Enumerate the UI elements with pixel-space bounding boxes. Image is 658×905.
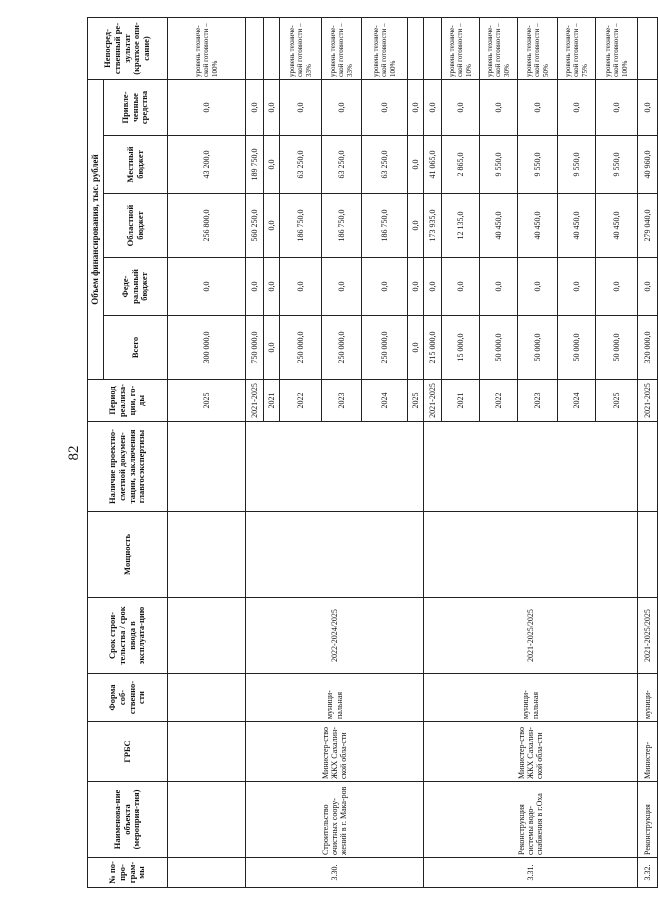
cell-result: уровень техниче-ской готовности – 100% [596, 18, 638, 80]
object-psd [424, 422, 638, 512]
cell-attracted: 0,0 [424, 80, 442, 136]
cell-num [168, 858, 246, 888]
cell-total: 215 000,0 [424, 316, 442, 380]
header-grbs: ГРБС [88, 722, 168, 782]
cell-total: 50 000,0 [480, 316, 518, 380]
header-total: Всего [104, 316, 168, 380]
cell-grbs [168, 722, 246, 782]
cell-result: уровень техниче-ской готовности – 33% [280, 18, 322, 80]
cell-attracted: 0,0 [558, 80, 596, 136]
cell-federal: 0,0 [280, 258, 322, 316]
cell-regional: 279 040,0 [638, 194, 658, 258]
header-psd: Наличие проектно-сметной докумен-тации, заключения главгосэкспертизы [88, 422, 168, 512]
cell-local: 41 065,0 [424, 136, 442, 194]
cell-period: 2024 [558, 380, 596, 422]
cell-result [638, 18, 658, 80]
object-term: 2021-2025/2025 [638, 598, 658, 674]
object-power [638, 512, 658, 598]
cell-name [168, 782, 246, 858]
cell-result [424, 18, 442, 80]
cell-regional: 40 450,0 [558, 194, 596, 258]
header-power: Мощность [88, 512, 168, 598]
cell-federal: 0,0 [518, 258, 558, 316]
cell-local: 2 865,0 [442, 136, 480, 194]
cell-federal: 0,0 [596, 258, 638, 316]
cell-period: 2021 [264, 380, 280, 422]
cell-attracted: 0,0 [362, 80, 408, 136]
cell-federal: 0,0 [264, 258, 280, 316]
cell-total: 0,0 [408, 316, 424, 380]
object-grbs: Министер-ство ЖКХ Сахалин-ской обла-сти [424, 722, 638, 782]
cell-regional: 186 750,0 [322, 194, 362, 258]
cell-federal: 0,0 [638, 258, 658, 316]
header-form: Форма соб-ственно-сти [88, 674, 168, 722]
object-num: 3.31. [424, 858, 638, 888]
object-grbs: Министер- [638, 722, 658, 782]
investment-table [87, 17, 658, 888]
cell-attracted: 0,0 [596, 80, 638, 136]
cell-total: 300 000,0 [168, 316, 246, 380]
cell-period: 2021-2025 [638, 380, 658, 422]
table-row [638, 18, 658, 888]
header-term: Срок строи-тельства / срок ввода в эксплуата-цию [88, 598, 168, 674]
object-power [424, 512, 638, 598]
cell-attracted: 0,0 [442, 80, 480, 136]
object-psd [638, 422, 658, 512]
object-form: муници-пальная [246, 674, 424, 722]
cell-regional: 40 450,0 [518, 194, 558, 258]
cell-federal: 0,0 [408, 258, 424, 316]
cell-total: 50 000,0 [518, 316, 558, 380]
cell-power [168, 512, 246, 598]
cell-total: 0,0 [264, 316, 280, 380]
cell-local: 9 550,0 [558, 136, 596, 194]
header-local: Местный бюджет [104, 136, 168, 194]
cell-regional: 173 935,0 [424, 194, 442, 258]
object-form: муници- [638, 674, 658, 722]
cell-period: 2021-2025 [246, 380, 264, 422]
cell-federal: 0,0 [558, 258, 596, 316]
cell-local: 63 250,0 [322, 136, 362, 194]
cell-local: 9 550,0 [518, 136, 558, 194]
cell-federal: 0,0 [362, 258, 408, 316]
cell-result: уровень техниче-ской готовности – 75% [558, 18, 596, 80]
cell-attracted: 0,0 [408, 80, 424, 136]
cell-period: 2022 [480, 380, 518, 422]
cell-result: уровень техниче-ской готовности – 100% [168, 18, 246, 80]
cell-local: 9 550,0 [480, 136, 518, 194]
cell-total: 250 000,0 [280, 316, 322, 380]
cell-federal: 0,0 [424, 258, 442, 316]
cell-regional: 0,0 [264, 194, 280, 258]
cell-local: 63 250,0 [362, 136, 408, 194]
cell-result [246, 18, 264, 80]
header-attracted: Привле-ченные средства [104, 80, 168, 136]
object-name: Реконструкция [638, 782, 658, 858]
cell-total: 320 000,0 [638, 316, 658, 380]
object-term: 2021-2025/2025 [424, 598, 638, 674]
cell-attracted: 0,0 [280, 80, 322, 136]
cell-local: 9 550,0 [596, 136, 638, 194]
cell-result [408, 18, 424, 80]
cell-federal: 0,0 [442, 258, 480, 316]
page-number: 82 [66, 445, 82, 461]
object-name: Строительство очистных соору-жений в г. Мака-ров [246, 782, 424, 858]
cell-local: 0,0 [408, 136, 424, 194]
cell-regional: 560 250,0 [246, 194, 264, 258]
cell-total: 50 000,0 [596, 316, 638, 380]
cell-regional: 0,0 [408, 194, 424, 258]
cell-psd [168, 422, 246, 512]
cell-result [264, 18, 280, 80]
cell-result: уровень техниче-ской готовности – 10% [442, 18, 480, 80]
cell-total: 50 000,0 [558, 316, 596, 380]
cell-attracted: 0,0 [480, 80, 518, 136]
cell-result: уровень техниче-ской готовности – 30% [480, 18, 518, 80]
cell-result: уровень техниче-ской готовности – 50% [518, 18, 558, 80]
cell-attracted: 0,0 [246, 80, 264, 136]
header-regional: Областной бюджет [104, 194, 168, 258]
cell-total: 15 000,0 [442, 316, 480, 380]
cell-regional: 40 450,0 [596, 194, 638, 258]
object-power [246, 512, 424, 598]
cell-period: 2021 [442, 380, 480, 422]
cell-result: уровень техниче-ской готовности – 33% [322, 18, 362, 80]
object-psd [246, 422, 424, 512]
table-row [168, 18, 246, 888]
cell-form [168, 674, 246, 722]
cell-total: 250 000,0 [362, 316, 408, 380]
cell-period: 2025 [408, 380, 424, 422]
cell-regional: 12 135,0 [442, 194, 480, 258]
cell-attracted: 0,0 [264, 80, 280, 136]
cell-local: 40 960,0 [638, 136, 658, 194]
cell-regional: 186 750,0 [362, 194, 408, 258]
header-federal: Феде-ральный бюджет [104, 258, 168, 316]
cell-result: уровень техниче-ской готовности – 100% [362, 18, 408, 80]
table-row [246, 18, 264, 888]
header-num: № по-про-грам-мы [88, 858, 168, 888]
header-funding-group: Объем финансирования, тыс. рублей [88, 80, 104, 380]
cell-term [168, 598, 246, 674]
cell-local: 63 250,0 [280, 136, 322, 194]
cell-federal: 0,0 [246, 258, 264, 316]
cell-local: 189 750,0 [246, 136, 264, 194]
cell-local: 43 200,0 [168, 136, 246, 194]
cell-federal: 0,0 [322, 258, 362, 316]
object-name: Реконструкция системы водо-снабжения в г.Оха [424, 782, 638, 858]
header-result: Непосред-ственный ре-зультат (краткое опи-сание) [88, 18, 168, 80]
cell-attracted: 0,0 [322, 80, 362, 136]
object-form: муници-пальная [424, 674, 638, 722]
rotated-document-page [60, 18, 652, 888]
cell-regional: 186 750,0 [280, 194, 322, 258]
cell-period: 2023 [518, 380, 558, 422]
header-period: Период реализа-ции, го-ды [88, 380, 168, 422]
header-name: Наименова-ние объекта (мероприя-тия) [88, 782, 168, 858]
cell-period: 2021-2025 [424, 380, 442, 422]
cell-local: 0,0 [264, 136, 280, 194]
cell-period: 2023 [322, 380, 362, 422]
cell-attracted: 0,0 [518, 80, 558, 136]
object-term: 2022-2024/2025 [246, 598, 424, 674]
object-grbs: Министер-ство ЖКХ Сахалин-ской обла-сти [246, 722, 424, 782]
object-num: 3.30. [246, 858, 424, 888]
cell-period: 2022 [280, 380, 322, 422]
table-row [424, 18, 442, 888]
cell-period: 2025 [168, 380, 246, 422]
cell-total: 250 000,0 [322, 316, 362, 380]
cell-period: 2025 [596, 380, 638, 422]
cell-federal: 0,0 [480, 258, 518, 316]
cell-attracted: 0,0 [638, 80, 658, 136]
cell-regional: 256 800,0 [168, 194, 246, 258]
cell-regional: 40 450,0 [480, 194, 518, 258]
cell-period: 2024 [362, 380, 408, 422]
cell-attracted: 0,0 [168, 80, 246, 136]
object-num: 3.32. [638, 858, 658, 888]
cell-federal: 0,0 [168, 258, 246, 316]
cell-total: 750 000,0 [246, 316, 264, 380]
